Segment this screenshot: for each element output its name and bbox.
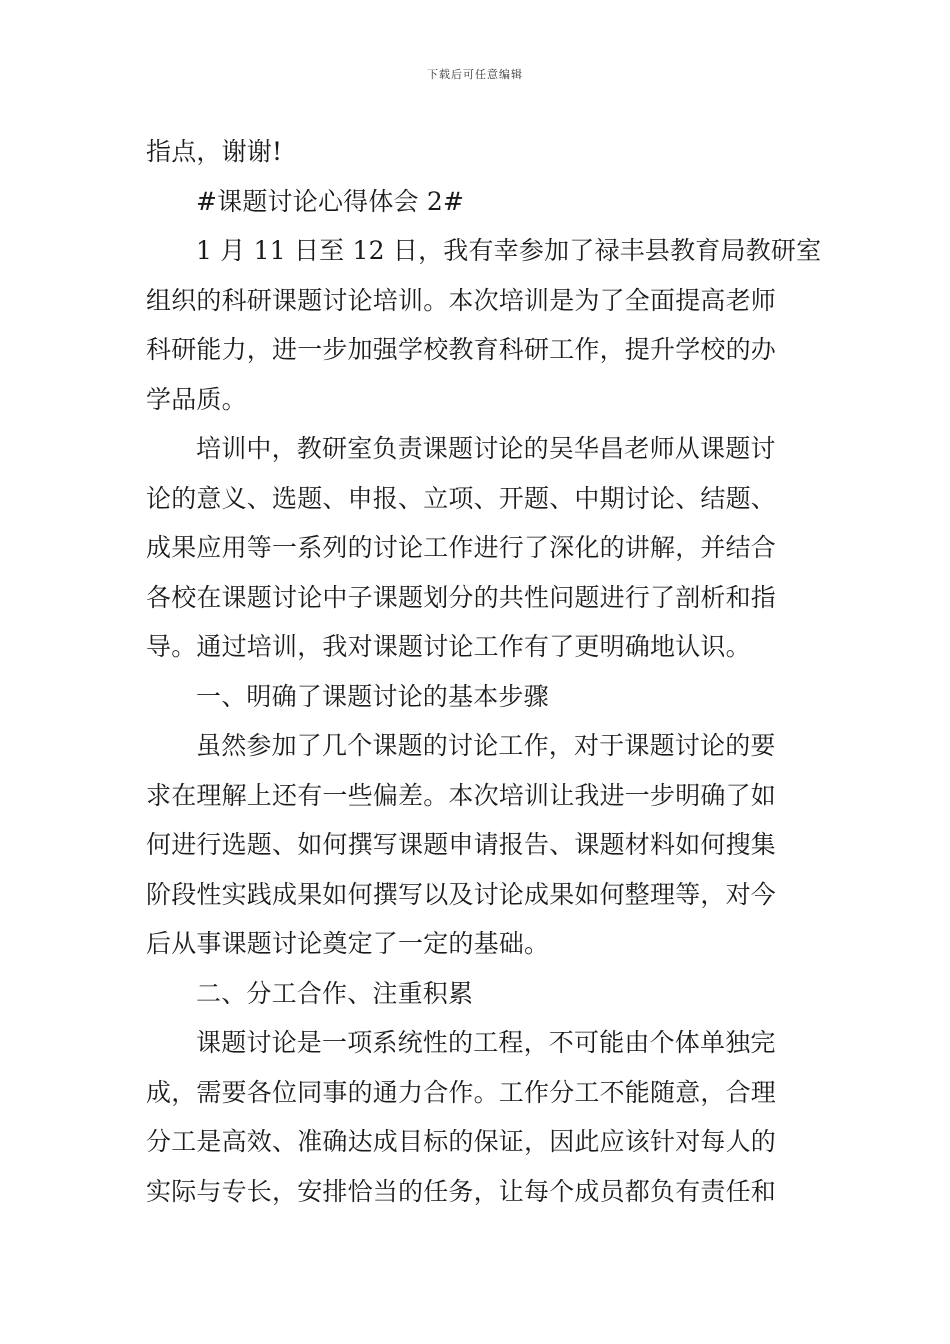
text-line: 虽然参加了几个课题的讨论工作，对于课题讨论的要 [196, 731, 776, 760]
text-line: 1 月 11 日至 12 日，我有幸参加了禄丰县教育局教研室 [196, 236, 822, 265]
text-line: 科研能力，进一步加强学校教育科研工作，提升学校的办 [146, 335, 777, 364]
text-line: 培训中，教研室负责课题讨论的吴华昌老师从课题讨 [196, 434, 776, 463]
text-line: 成，需要各位同事的通力合作。工作分工不能随意，合理 [146, 1077, 777, 1107]
text-line: 各校在课题讨论中子课题划分的共性问题进行了剖析和指 [146, 582, 777, 612]
text-line: 实际与专长，安排恰当的任务，让每个成员都负有责任和 [146, 1176, 777, 1206]
text-line: 阶段性实践成果如何撰写以及讨论成果如何整理等，对今 [146, 879, 777, 909]
text-line: 课题讨论是一项系统性的工程，不可能由个体单独完 [196, 1028, 776, 1057]
text-line: 后从事课题讨论奠定了一定的基础。 [146, 929, 550, 958]
text-line: 导。通过培训，我对课题讨论工作有了更明确地认识。 [146, 632, 751, 661]
text-line: 分工是高效、准确达成目标的保证，因此应该针对每人的 [146, 1127, 777, 1156]
text-line: 求在理解上还有一些偏差。本次培训让我进一步明确了如 [146, 780, 777, 810]
text-line: 组织的科研课题讨论培训。本次培训是为了全面提高老师 [146, 285, 777, 315]
subheading: 一、明确了课题讨论的基本步骤 [196, 681, 549, 711]
text-line: 学品质。 [146, 384, 247, 414]
page-header-note: 下载后可任意编辑 [427, 68, 523, 81]
text-line: 成果应用等一系列的讨论工作进行了深化的讲解，并结合 [146, 533, 777, 562]
document-body [146, 127, 822, 1216]
text-line: 论的意义、选题、申报、立项、开题、中期讨论、结题、 [146, 483, 777, 513]
section-heading: #课题讨论心得体会 2# [196, 186, 465, 216]
text-line: 指点，谢谢! [146, 137, 283, 166]
subheading: 二、分工合作、注重积累 [196, 978, 474, 1008]
text-line: 何进行选题、如何撰写课题申请报告、课题材料如何搜集 [146, 830, 777, 859]
